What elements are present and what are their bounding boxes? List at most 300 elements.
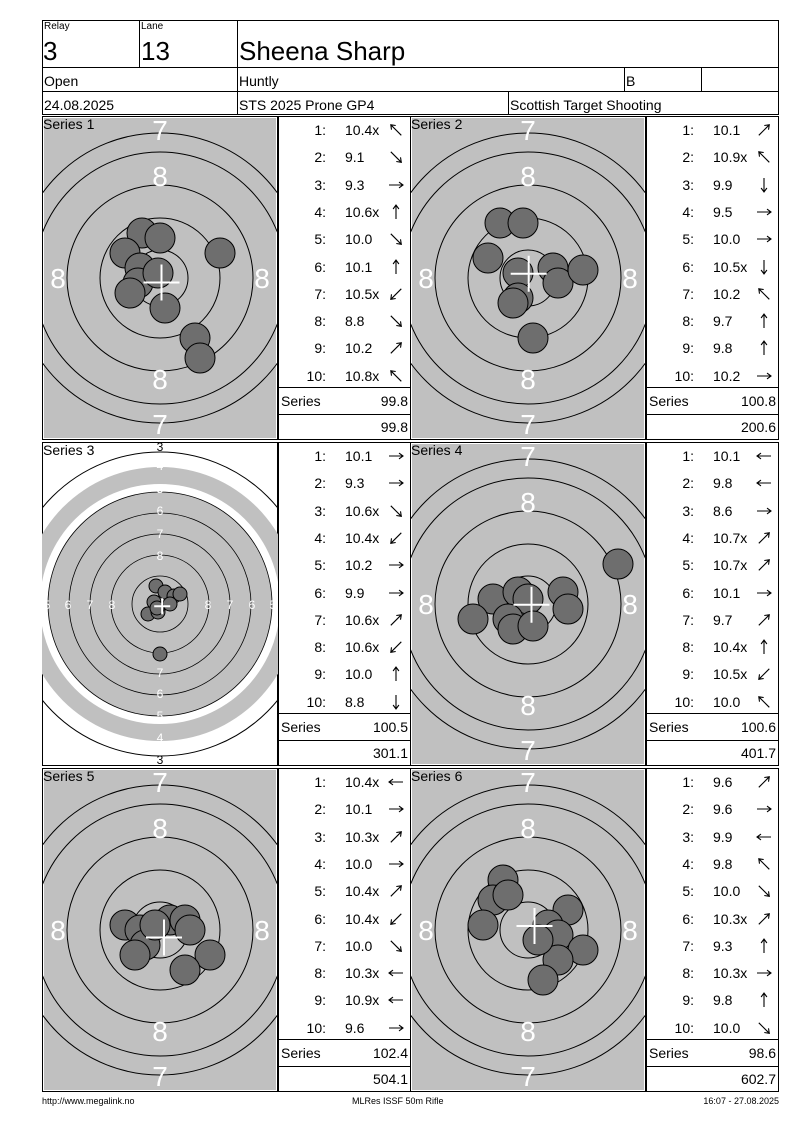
shot-value: 9.3 [345, 176, 365, 193]
shot-value: 10.1 [345, 258, 373, 275]
header-divider [237, 20, 238, 115]
shot-value: 10.6x [345, 639, 380, 656]
summary-divider [647, 1066, 778, 1067]
shot-number: 8: [682, 965, 694, 982]
shot-value: 9.5 [713, 203, 733, 220]
shot-number: 7: [682, 611, 694, 628]
shot-hole [523, 925, 553, 955]
shot-direction-arrow-icon [387, 585, 405, 601]
ring-label-right: 8 [622, 915, 638, 946]
shot-number: 2: [682, 475, 694, 492]
shot-row [279, 933, 412, 960]
shot-row [279, 498, 412, 525]
shot-value: 10.0 [713, 231, 741, 248]
shot-value: 9.9 [713, 176, 733, 193]
shot-number: 5: [314, 883, 326, 900]
shot-direction-arrow-icon [755, 313, 773, 329]
shot-row [279, 824, 412, 851]
shot-value: 10.1 [713, 122, 741, 138]
summary-divider [279, 713, 410, 714]
shot-direction-arrow-icon [387, 286, 405, 302]
series-total-label: Series [281, 1045, 321, 1061]
shot-value: 9.6 [345, 1019, 365, 1036]
shot-number: 2: [682, 149, 694, 166]
header-divider [624, 67, 625, 91]
footer-url[interactable]: http://www.megalink.no [42, 1096, 135, 1106]
ring-label: 5 [269, 598, 277, 612]
ring-label: 7 [226, 598, 234, 612]
ring-label: 5 [43, 598, 51, 612]
ring-label: 4 [156, 459, 164, 473]
shot-hole [498, 288, 528, 318]
shot-value: 9.8 [713, 855, 733, 872]
shot-direction-arrow-icon [387, 992, 405, 1008]
shot-row [279, 172, 412, 199]
ring-label-bottom: 7 [152, 1061, 168, 1092]
ring-label-top: 7 [152, 116, 168, 146]
series-total-label: Series [649, 719, 689, 735]
target-image [42, 768, 278, 1092]
shot-number: 5: [682, 557, 694, 574]
shot-direction-arrow-icon [755, 938, 773, 954]
shot-row [647, 769, 780, 796]
shot-direction-arrow-icon [387, 883, 405, 899]
summary-divider [279, 1039, 410, 1040]
shot-number: 4: [682, 855, 694, 872]
ring-label-bottom: 7 [520, 409, 536, 440]
series-total-label: Series [649, 393, 689, 409]
shot-number: 1: [682, 122, 694, 138]
shot-direction-arrow-icon [755, 340, 773, 356]
header-divider [701, 67, 702, 91]
shot-row [647, 117, 780, 144]
shot-value: 10.7x [713, 557, 748, 574]
ring-label-left: 8 [50, 915, 66, 946]
shot-number: 7: [314, 285, 326, 302]
shot-value: 9.3 [345, 475, 365, 492]
shot-number: 1: [682, 774, 694, 790]
shot-row [279, 607, 412, 634]
ring-label: 7 [156, 666, 164, 680]
target-panel [42, 768, 278, 1092]
shot-direction-arrow-icon [387, 829, 405, 845]
ring-label-lower: 8 [152, 364, 168, 395]
shot-direction-arrow-icon [387, 475, 405, 491]
summary-divider [647, 414, 778, 415]
shot-value: 10.4x [345, 774, 380, 790]
shot-row [279, 226, 412, 253]
shot-value: 10.6x [345, 611, 380, 628]
shot-number: 10: [674, 693, 694, 710]
shot-number: 9: [314, 992, 326, 1009]
shot-direction-arrow-icon [755, 612, 773, 628]
ring-label: 4 [156, 731, 164, 745]
shot-number: 8: [314, 639, 326, 656]
shot-value: 10.0 [713, 1019, 741, 1036]
target-image [42, 116, 278, 440]
summary-divider [647, 713, 778, 714]
shot-number: 9: [314, 666, 326, 683]
running-total-value: 99.8 [380, 419, 408, 435]
series-title: Series 3 [43, 442, 95, 458]
shot-value: 10.6x [345, 502, 380, 519]
shot-direction-arrow-icon [755, 801, 773, 817]
shot-value: 9.8 [713, 992, 733, 1009]
shot-hole [468, 910, 498, 940]
shot-number: 2: [314, 475, 326, 492]
shot-hole [170, 955, 200, 985]
shot-number: 1: [682, 448, 694, 464]
shot-value: 9.9 [713, 828, 733, 845]
shot-row [647, 878, 780, 905]
shot-row [279, 661, 412, 688]
ring-label: 8 [108, 598, 116, 612]
shot-direction-arrow-icon [387, 177, 405, 193]
target-image [410, 116, 646, 440]
shot-direction-arrow-icon [755, 774, 773, 790]
shot-number: 8: [682, 639, 694, 656]
shot-number: 2: [314, 801, 326, 818]
shot-number: 6: [682, 258, 694, 275]
shot-number: 9: [682, 992, 694, 1009]
shot-row [279, 470, 412, 497]
relay-value: 3 [43, 36, 58, 66]
shot-number: 3: [314, 828, 326, 845]
ring-label-lower: 8 [520, 690, 536, 721]
running-total-value: 504.1 [372, 1071, 408, 1087]
series-title: Series 4 [411, 442, 463, 458]
shot-row [647, 634, 780, 661]
shot-row [647, 363, 780, 390]
ring-label-upper: 8 [520, 161, 536, 192]
shot-number: 6: [314, 258, 326, 275]
ring-label: 6 [248, 598, 256, 612]
shot-direction-arrow-icon [755, 475, 773, 491]
shot-direction-arrow-icon [387, 666, 405, 682]
shot-row [647, 851, 780, 878]
series-total-value: 98.6 [748, 1045, 776, 1061]
shot-number: 7: [314, 937, 326, 954]
summary-divider [647, 1039, 778, 1040]
shot-row [647, 226, 780, 253]
shot-direction-arrow-icon [755, 992, 773, 1008]
ring-label-lower: 8 [152, 1016, 168, 1047]
shot-hole [145, 223, 175, 253]
shot-value: 10.5x [713, 258, 748, 275]
shot-value: 9.7 [713, 611, 733, 628]
ring-label-right: 8 [254, 263, 270, 294]
series-total-value: 102.4 [372, 1045, 408, 1061]
shot-direction-arrow-icon [755, 694, 773, 710]
ring-label-right: 8 [254, 915, 270, 946]
shot-number: 9: [682, 666, 694, 683]
shot-hole [175, 915, 205, 945]
shot-row [279, 580, 412, 607]
shot-hole [553, 594, 583, 624]
organizer-value: Scottish Target Shooting [510, 97, 662, 113]
shot-row [279, 634, 412, 661]
lane-value: 13 [141, 36, 170, 66]
ring-label-left: 8 [418, 915, 434, 946]
header-divider [42, 91, 779, 92]
shot-row [279, 987, 412, 1014]
shot-hole [568, 255, 598, 285]
shot-value: 10.4x [713, 639, 748, 656]
ring-label: 6 [156, 504, 164, 518]
shot-direction-arrow-icon [755, 829, 773, 845]
shot-value: 10.1 [345, 448, 373, 464]
shot-value: 10.0 [713, 883, 741, 900]
shot-number: 7: [314, 611, 326, 628]
series-title: Series 2 [411, 116, 463, 132]
shot-direction-arrow-icon [387, 856, 405, 872]
ring-label-bottom: 7 [520, 735, 536, 766]
shot-number: 5: [314, 557, 326, 574]
class-value: Open [44, 73, 79, 89]
shot-row [647, 470, 780, 497]
header-divider [508, 91, 509, 115]
shot-value: 10.0 [345, 666, 373, 683]
shot-number: 6: [682, 910, 694, 927]
shot-direction-arrow-icon [387, 911, 405, 927]
shot-direction-arrow-icon [755, 177, 773, 193]
shot-value: 10.7x [713, 529, 748, 546]
shot-direction-arrow-icon [755, 883, 773, 899]
shot-value: 10.3x [345, 965, 380, 982]
ring-label-upper: 8 [152, 161, 168, 192]
ring-label-upper: 8 [520, 487, 536, 518]
shot-direction-arrow-icon [387, 122, 405, 138]
shot-direction-arrow-icon [755, 503, 773, 519]
shot-hole [603, 549, 633, 579]
shot-value: 10.9x [713, 149, 748, 166]
shot-hole [120, 940, 150, 970]
shot-number: 6: [314, 584, 326, 601]
shot-value: 10.5x [345, 285, 380, 302]
shot-value: 9.6 [713, 801, 733, 818]
shot-hole [173, 587, 187, 601]
ring-label-upper: 8 [520, 813, 536, 844]
shot-value: 9.8 [713, 475, 733, 492]
shot-number: 5: [682, 231, 694, 248]
shot-number: 7: [682, 937, 694, 954]
shot-value: 9.3 [713, 937, 733, 954]
shot-value: 10.4x [345, 910, 380, 927]
shot-row [647, 607, 780, 634]
target-panel [410, 442, 646, 766]
series-total-value: 99.8 [380, 393, 408, 409]
shot-direction-arrow-icon [387, 1020, 405, 1036]
shot-number: 10: [306, 367, 326, 384]
shot-list [646, 442, 779, 766]
ring-label-top: 7 [520, 116, 536, 146]
shot-direction-arrow-icon [387, 612, 405, 628]
shot-number: 1: [314, 774, 326, 790]
ring-label: 3 [156, 442, 164, 454]
shot-row [647, 661, 780, 688]
ring-label: 7 [156, 527, 164, 541]
target-image [42, 442, 278, 766]
shot-direction-arrow-icon [387, 340, 405, 356]
relay-label: Relay [44, 21, 70, 32]
club-value: Huntly [239, 73, 279, 89]
summary-divider [279, 1066, 410, 1067]
ring-label: 3 [156, 753, 164, 766]
shot-row [647, 525, 780, 552]
shot-direction-arrow-icon [387, 557, 405, 573]
lane-label: Lane [141, 21, 164, 32]
ring-label-lower: 8 [520, 364, 536, 395]
shot-number: 9: [314, 340, 326, 357]
shot-hole [185, 343, 215, 373]
shot-row [279, 1015, 412, 1042]
series-title: Series 1 [43, 116, 95, 132]
ring-label-right: 8 [622, 263, 638, 294]
shot-direction-arrow-icon [755, 911, 773, 927]
shot-row [279, 689, 412, 716]
shot-value: 10.1 [713, 584, 741, 601]
shot-value: 10.0 [345, 855, 373, 872]
shot-hole [473, 243, 503, 273]
shot-row [279, 960, 412, 987]
running-total-value: 301.1 [372, 745, 408, 761]
shot-number: 3: [682, 176, 694, 193]
shot-row [647, 906, 780, 933]
shot-value: 8.8 [345, 693, 365, 710]
shot-value: 10.4x [345, 529, 380, 546]
shot-direction-arrow-icon [387, 149, 405, 165]
shot-row [279, 796, 412, 823]
shot-row [647, 308, 780, 335]
shot-row [279, 552, 412, 579]
shot-hole [153, 647, 167, 661]
shot-hole [518, 611, 548, 641]
category-value: B [626, 73, 636, 89]
shot-direction-arrow-icon [755, 1020, 773, 1036]
ring-label: 6 [64, 598, 72, 612]
competition-value: STS 2025 Prone GP4 [239, 97, 375, 113]
header-divider [139, 20, 140, 68]
shot-row [279, 443, 412, 470]
shot-row [279, 144, 412, 171]
shot-value: 9.1 [345, 149, 365, 166]
series-total-value: 100.5 [372, 719, 408, 735]
shot-direction-arrow-icon [755, 448, 773, 464]
shot-value: 9.8 [713, 340, 733, 357]
shot-value: 10.4x [345, 122, 380, 138]
shot-direction-arrow-icon [755, 557, 773, 573]
shot-direction-arrow-icon [755, 286, 773, 302]
shot-number: 4: [314, 529, 326, 546]
shot-row [647, 335, 780, 362]
shot-row [647, 960, 780, 987]
shot-value: 10.0 [713, 693, 741, 710]
shot-value: 10.3x [713, 910, 748, 927]
shot-number: 4: [682, 529, 694, 546]
shot-value: 10.8x [345, 367, 380, 384]
shot-number: 3: [682, 502, 694, 519]
shot-number: 9: [682, 340, 694, 357]
target-image [410, 442, 646, 766]
shot-row [279, 851, 412, 878]
shot-number: 10: [306, 1019, 326, 1036]
series-total-label: Series [281, 719, 321, 735]
shot-list [646, 768, 779, 1092]
shot-row [279, 335, 412, 362]
shot-row [647, 199, 780, 226]
shot-list [278, 768, 411, 1092]
series-title: Series 5 [43, 768, 95, 784]
shot-number: 3: [682, 828, 694, 845]
shot-row [647, 443, 780, 470]
shot-direction-arrow-icon [387, 965, 405, 981]
summary-divider [279, 387, 410, 388]
shot-number: 10: [674, 367, 694, 384]
shot-direction-arrow-icon [387, 938, 405, 954]
target-panel [410, 768, 646, 1092]
shot-number: 6: [314, 910, 326, 927]
shot-direction-arrow-icon [387, 801, 405, 817]
ring-label-top: 7 [520, 768, 536, 798]
ring-label-left: 8 [418, 263, 434, 294]
series-total-label: Series [281, 393, 321, 409]
shot-hole [140, 910, 170, 940]
shot-hole [150, 293, 180, 323]
ring-label: 5 [156, 709, 164, 723]
shot-hole [528, 965, 558, 995]
footer-timestamp: 16:07 - 27.08.2025 [703, 1096, 779, 1106]
shot-direction-arrow-icon [755, 368, 773, 384]
shot-row [647, 254, 780, 281]
shot-row [279, 254, 412, 281]
date-value: 24.08.2025 [44, 97, 115, 113]
ring-label: 6 [156, 687, 164, 701]
shot-row [279, 199, 412, 226]
running-total-value: 200.6 [740, 419, 776, 435]
shot-direction-arrow-icon [387, 259, 405, 275]
shot-hole [205, 238, 235, 268]
shot-row [647, 796, 780, 823]
shot-value: 10.0 [345, 937, 373, 954]
series-total-value: 100.6 [740, 719, 776, 735]
shot-value: 9.7 [713, 313, 733, 330]
shot-direction-arrow-icon [755, 666, 773, 682]
shot-value: 10.2 [713, 285, 741, 302]
shot-value: 10.4x [345, 883, 380, 900]
target-panel [42, 442, 278, 766]
shot-row [647, 498, 780, 525]
ring-label-top: 7 [152, 768, 168, 798]
shot-direction-arrow-icon [387, 448, 405, 464]
shot-direction-arrow-icon [755, 204, 773, 220]
shot-direction-arrow-icon [755, 585, 773, 601]
shot-number: 10: [306, 693, 326, 710]
summary-divider [279, 414, 410, 415]
shot-direction-arrow-icon [387, 313, 405, 329]
shot-hole [115, 278, 145, 308]
shot-hole [493, 880, 523, 910]
shot-number: 4: [314, 855, 326, 872]
shot-number: 7: [682, 285, 694, 302]
shot-value: 9.6 [713, 774, 733, 790]
summary-divider [279, 740, 410, 741]
summary-divider [647, 740, 778, 741]
shot-direction-arrow-icon [387, 231, 405, 247]
shot-row [647, 987, 780, 1014]
shot-direction-arrow-icon [755, 231, 773, 247]
shot-value: 10.3x [713, 965, 748, 982]
shot-row [647, 144, 780, 171]
